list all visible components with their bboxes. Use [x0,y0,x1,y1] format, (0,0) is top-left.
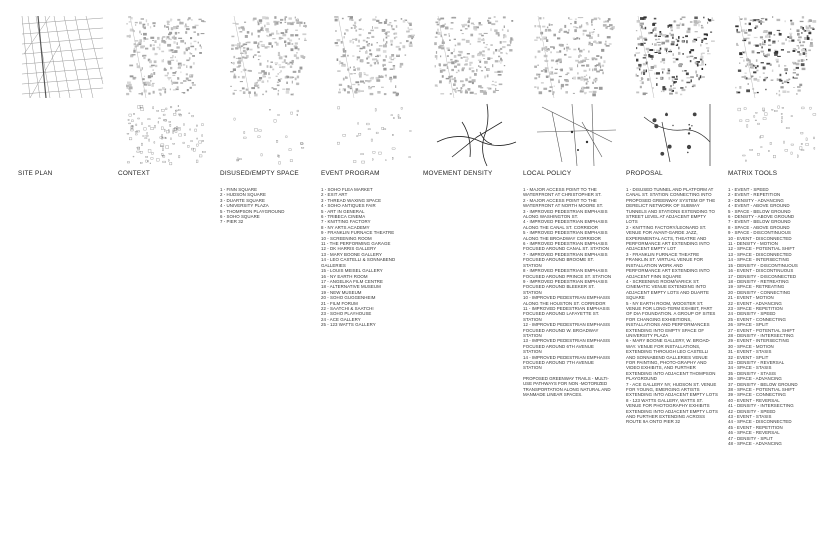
list-item: 28 - DENSITY - INTERSECTING [728,332,794,338]
disused-space-diagram [228,92,313,177]
local-policy-diagram [532,92,617,177]
list-item: 12 - DK HARRIS GALLERY [321,246,377,252]
list-item: 15 - LOUIS MEISEL GALLERY [321,268,383,274]
list-item: 48 - SPACE - ADVANCING [728,441,782,447]
list-item: 5 - IMPROVED PEDESTRIAN EMPHASIS ALONG THE BROADWAY CORRIDOR [523,230,608,241]
column-heading: DISUSED/EMPTY SPACE [220,170,299,177]
item-list [728,187,828,447]
list-item: 2 - EVENT - REPETITION [728,192,781,198]
list-item: 8 - NY ARTS ACADEMY [321,224,370,230]
list-item: 2 - MAJOR ACCESS POINT TO THE WATERFRONT AT NORTH MOORE ST. [523,197,604,209]
list-item: 3 - FRANKLIN FURNACE THEATRE FRANKLIN ST. VIRTUAL VENUE FOR INSTALLATION WORK AND PERFORMANCE ART EXTENDING INTO ADJACENT FINN SQUARE [626,251,710,279]
list-item: 19 - SPACE - RETREATING [728,284,785,290]
list-item: 7 - EVENT - BELOW GROUND [728,219,791,225]
movement-density-map [432,14,517,99]
proposal-diagram [632,92,717,177]
list-item: 7 - PIER 32 [220,219,244,225]
list-item: 8 - IMPROVED PEDESTRIAN EMPHASIS FOCUSED AROUND PRINCE ST. STATION [523,268,612,279]
list-item: 21 - FILM FORUM [321,300,358,306]
list-item: 11 - THE PERFORMING GARAGE [321,241,391,247]
column-site-plan [18,170,118,187]
list-item: 1 - FINN SQUARE [220,187,258,192]
column-heading: EVENT PROGRAM [321,170,380,177]
list-item: 12 - SPACE - POTENTIAL SHIFT [728,246,795,252]
list-item: 21 - EVENT - MOTION [728,295,774,301]
list-item: 10 - EVENT - DISCONNECTED [728,235,792,241]
list-item: 35 - DENSITY - STASIS [728,370,776,376]
list-item: 4 - SOHO ANTIQUES FAIR [321,203,376,209]
list-item: 2 - HUDSON SQUARE [220,192,266,198]
list-item: 6 - MARY BOONE GALLERY, W. BROAD-WAY. VENUE FOR INSTALLATIONS, EXTENDING THROUGH LEO CASTELLI AND SONNABEND GALLERIES VENUE FOR PAINTING, PHOTO-GRAPHY AND VIDEO EXHIBITS, AND FURTHER EXTENDING INTO ADJACENT THOMPSON PLAYGROUND [626,338,716,382]
context-diagram [124,92,209,177]
list-item: 6 - TRIBECA CINEMA [321,214,366,220]
column-heading: MOVEMENT DENSITY [423,170,493,177]
list-item: 13 - IMPROVED PEDESTRIAN EMPHASIS FOCUSED AROUND 6TH AVENUE STATION [523,338,611,355]
list-item: 46 - SPACE - REVERSAL [728,430,780,436]
column-local-policy [523,170,613,397]
column-event-program [321,170,421,328]
item-list [626,187,718,425]
list-item: 17 - DENSITY - DISCONNECTED [728,273,797,279]
list-item: 32 - EVENT - SPLIT [728,354,769,360]
list-item: 33 - DENSITY - REVERSAL [728,360,785,365]
list-item: 9 - SPACE - DISCONTINUOUS [728,230,791,236]
site-plan-map [20,14,105,99]
list-item: 11 - DENSITY - MOTION [728,241,778,247]
column-movement-density [423,170,523,187]
list-item: 9 - IMPROVED PEDESTRIAN EMPHASIS FOCUSED AROUND BLEEKER ST. STATION [523,278,608,295]
list-item: 3 - IMPROVED PEDESTRIAN EMPHASIS ALONG WASHINGTON ST. [523,208,608,220]
list-item: 5 - NY EARTH ROOM, WOOSTER ST. VENUE FOR LONG-TERM EXHIBIT, PART OF DIA FOUNDATION. A GROUP OF SITES FOR CHANGING EXHIBITIONS, INSTALLATIONS AND PERFORMANCES EXTENDING INTO EMPTY SPACE OF UNIVERSITY PLAZA [626,300,716,338]
list-item: 34 - SPACE - STASIS [728,365,772,371]
list-item: 18 - DENSITY - RETREATING [728,278,789,284]
list-item: 11 - IMPROVED PEDESTRIAN EMPHASIS FOCUSED AROUND LAFAYETTE ST. STATION [523,305,610,322]
list-item: 38 - SPACE - POTENTIAL SHIFT [728,387,795,393]
item-list [523,187,613,371]
list-item: 20 - DENSITY - CONNECTING [728,289,791,295]
list-item: 4 - EVENT - ABOVE GROUND [728,203,790,209]
column-heading: CONTEXT [118,170,150,177]
list-item: 31 - EVENT - STASIS [728,349,772,355]
list-item: 44 - SPACE - DISCONNECTED [728,419,792,425]
local-policy-map [532,14,617,99]
list-item: 1 - EVENT - SPEED [728,187,769,192]
column-heading: PROPOSAL [626,170,663,177]
list-item: 1 - MAJOR ACCESS POINT TO THE WATERFRONT AT CHRISTOPHER ST. [523,187,602,198]
list-item: 4 - SCREENING ROOM/VARICK ST. CINEMATIC VENUE EXTENDING INTO ADJACENT EMPTY LOTS AND DUARTE SQUARE [626,278,709,301]
list-item: 24 - ACE GALLERY [321,316,361,322]
matrix-tools-diagram [733,92,818,177]
list-item: 41 - DENSITY - INTERSECTING [728,403,794,409]
list-item: 39 - SPACE - CONNECTING [728,392,786,398]
column-proposal [626,170,718,425]
list-item: 5 - SPACE - BELOW GROUND [728,208,791,214]
list-item: 8 - 123 WATTS GALLERY, WATTS ST. VENUE FOR PHOTOGRAPHY EXHIBITS EXTENDING INTO ADJACENT EMPTY LOTS AND FURTHER EXTENDING ACROSS ROUTE 9A ONTO PIER 32 [626,397,718,425]
list-item: 24 - DENSITY - SPEED [728,311,776,317]
list-item: 37 - DENSITY - BELOW GROUND [728,381,798,387]
disused-space-map [228,14,313,99]
column-heading: MATRIX TOOLS [728,170,778,177]
context-map [124,14,209,99]
list-item: 3 - DENSITY - ADVANCING [728,197,784,203]
column-matrix-tools [728,170,828,447]
list-item: 5 - THOMPSON PLAYGROUND [220,208,285,214]
list-item: 23 - SOHO PLAYHOUSE [321,311,372,317]
list-item: 9 - FRANKLIN FURNACE THEATRE [321,230,395,236]
list-item: 43 - EVENT - STASIS [728,414,772,420]
item-list [321,187,421,328]
list-item: 18 - ALTERNATIVE MUSEUM [321,284,381,290]
column-context [118,170,218,187]
list-item: 30 - SPACE - MOTION [728,343,774,349]
list-item: 8 - SPACE - ABOVE GROUND [728,224,790,230]
list-item: 2 - EXIT ART [321,192,348,198]
list-item: 47 - DENSITY - SPLIT [728,435,773,441]
list-item: 10 - SCREENING ROOM [321,235,372,241]
proposal-map [632,14,717,99]
matrix-tools-map [733,14,818,99]
list-item: 3 - THREAD WAXING SPACE [321,197,382,203]
list-item: 2 - KNITTING FACTORY/LEONARD ST. VENUE FOR AVANT-GARDE JAZZ, EXPERIMENTAL ACTS, THEATRE AND PERFORMANCE ART EXTENDING INTO ADJACENT EMPTY LOT [626,224,710,252]
list-item: 4 - IMPROVED PEDESTRIAN EMPHASIS ALONG THE CANAL ST. CORRIDOR [523,219,608,230]
list-item: 16 - NY EARTH ROOM [321,273,368,279]
event-program-diagram [332,92,417,177]
list-item: 26 - SPACE - SPLIT [728,322,769,328]
list-item: 15 - DENSITY - DISCONTINUOUS [728,262,798,268]
list-item: 45 - EVENT - REPETITION [728,424,783,430]
item-list [220,187,320,225]
list-item: 19 - NEW MUSEUM [321,289,362,295]
list-item: 23 - SPACE - REPETITION [728,305,783,311]
greenway-note: PROPOSED GREENWAY TRAILS - MULTI-USE PATHWAYS FOR NON -MOTORIZED TRANSPORTATION ALONG NATURAL AND MANMADE LINEAR SPACES. [523,375,611,398]
list-item: 36 - SPACE - ADVANCING [728,376,782,382]
list-item: 27 - EVENT - POTENTIAL SHIFT [728,327,795,333]
list-item: 1 - DISUSED TUNNEL AND PLATFORM AT CANAL ST. STATION CONNECTING INTO PROPOSED GREENWAY SYSTEM OF THE DERELICT NETWORK OF SUBWAY TUNNELS AND STATIONS EXTENDING TO STREET LEVEL AT ADJACENT EMPTY LOTS [626,187,716,225]
list-item: 29 - EVENT - INTERSECTING [728,338,790,344]
list-item: 17 - ANGELIKA FILM CENTRE [321,278,384,284]
list-item: 14 - SPACE - INTERSECTING [728,257,790,263]
list-item: 42 - DENSITY - SPEED [728,408,776,414]
column-heading: LOCAL POLICY [523,170,572,177]
list-item: 12 - IMPROVED PEDESTRIAN EMPHASIS FOCUSED AROUND W. BROADWAY STATION [523,322,611,338]
list-item: 14 - IMPROVED PEDESTRIAN EMPHASIS FOCUSED AROUND 7TH AVENUE STATION [523,354,611,371]
list-item: 10 - IMPROVED PEDESTRIAN EMPHASIS ALONG THE HOUSTON ST. CORRIDOR [523,295,611,306]
column-disused-space [220,170,320,225]
list-item: 6 - IMPROVED PEDESTRIAN EMPHASIS FOCUSED AROUND CANAL ST. STATION [523,241,609,252]
list-item: 6 - DENSITY - ABOVE GROUND [728,214,795,220]
list-item: 5 - ART IN GENERAL [321,208,365,214]
movement-density-diagram [432,92,517,177]
list-item: 14 - LEO CASTELLI & SONNABEND GALLERIES [321,257,396,268]
list-item: 22 - EVENT - ADVANCING [728,300,782,306]
list-item: 20 - SOHO GUGGENHEIM [321,295,376,301]
list-item: 6 - SOHO SQUARE [220,214,260,220]
list-item: 40 - EVENT - REVERSAL [728,397,780,403]
column-heading: SITE PLAN [18,170,53,177]
list-item: 3 - DUARTE SQUARE [220,197,265,203]
list-item: 1 - SOHO FLEA MARKET [321,187,373,192]
list-item: 25 - EVENT - CONNECTING [728,316,786,322]
list-item: 16 - EVENT - DISCONTINUOUS [728,268,794,274]
list-item: 13 - MARY BOONE GALLERY [321,251,382,257]
list-item: 25 - 123 WATTS GALLERY [321,322,376,328]
list-item: 13 - SPACE - DISCONNECTED [728,251,792,257]
list-item: 7 - KNITTING FACTORY [321,219,371,225]
list-item: 22 - SAATCHI & SAATCHI [321,305,374,311]
event-program-map [332,14,417,99]
list-item: 7 - ACE GALLERY NY, HUDSON ST. VENUE FOR YOUNG, EMERGING ARTISTS EXTENDING INTO ADJACENT EMPTY LOTS [626,381,718,398]
list-item: 4 - UNIVERSITY PLAZA [220,203,269,209]
list-item: 7 - IMPROVED PEDESTRIAN EMPHASIS FOCUSED AROUND BROOME ST. STATION [523,251,608,268]
